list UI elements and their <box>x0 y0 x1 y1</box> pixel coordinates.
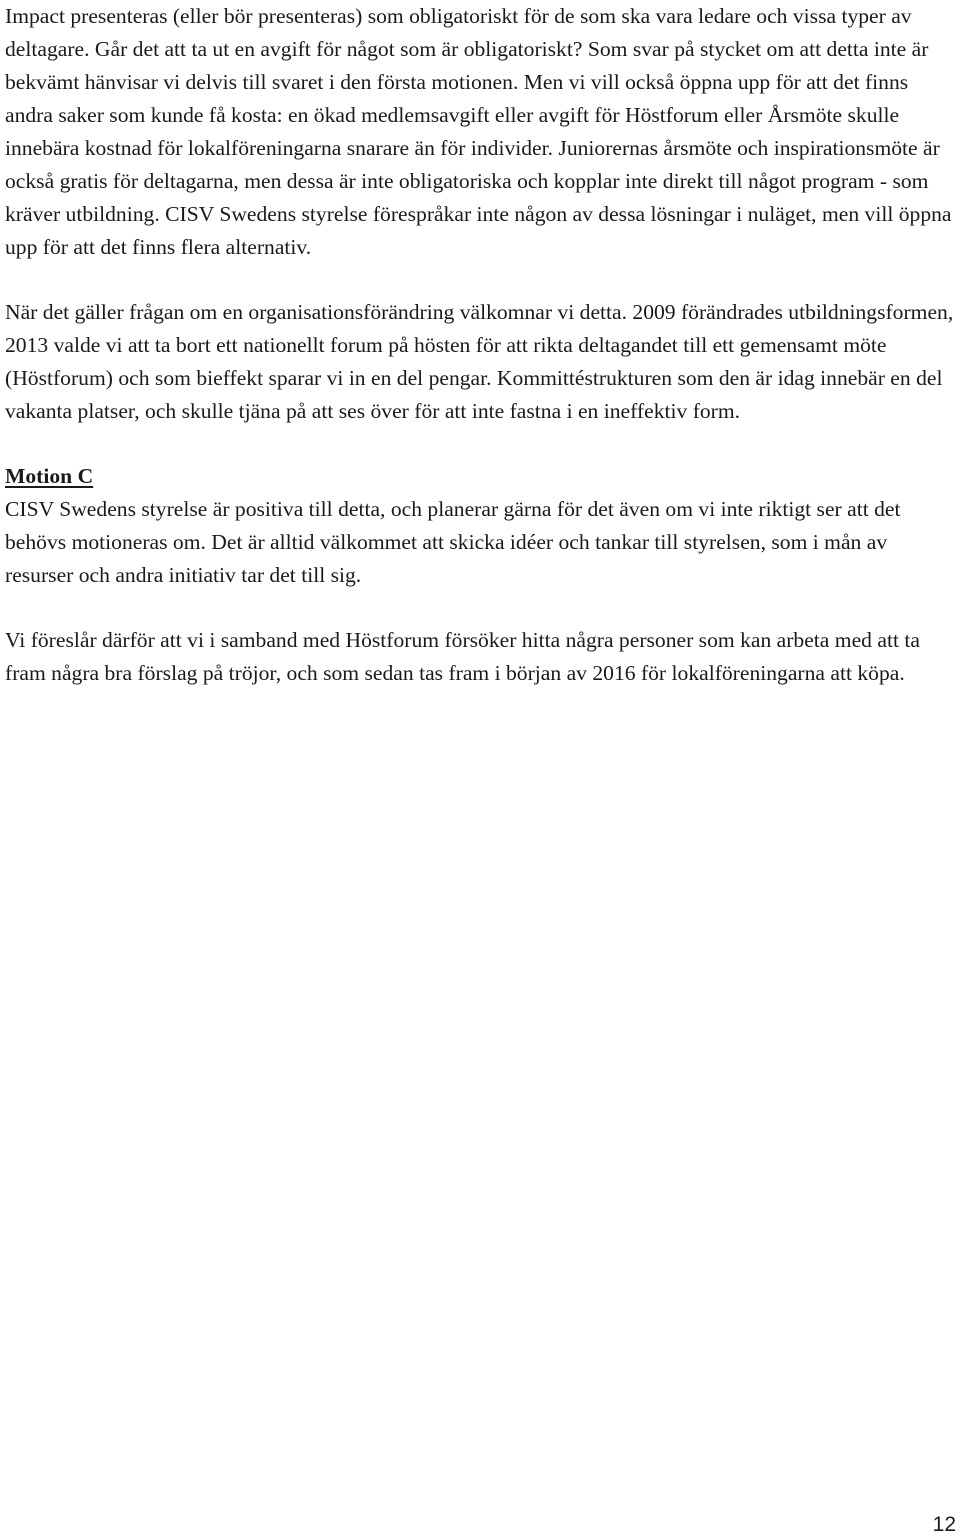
paragraph-organisation-change: När det gäller frågan om en organisationsförändring välkomnar vi detta. 2009 förändrades utbildningsformen, 2013 valde vi att ta bort ett nationellt forum på hösten för att rikta deltagandet till ett gemensamt möte (Höstforum) och som bieffekt sparar vi in en del pengar. Kommittéstrukturen som den är idag innebär en del vakanta platser, och skulle tjäna på att ses över för att inte fastna i en ineffektiv form. <box>5 300 954 423</box>
page-number: 12 <box>932 1513 956 1536</box>
paragraph-impact-fee: Impact presenteras (eller bör presenteras) som obligatoriskt för de som ska vara ledare och vissa typer av deltagare. Går det att ta ut en avgift för något som är obligatoriskt? Som svar på stycket om att detta inte är bekvämt hänvisar vi delvis till svaret i den första motionen. Men vi vill också öppna upp för att det finns andra saker som kunde få kosta: en ökad medlemsavgift eller avgift för Höstforum eller Årsmöte skulle innebära kostnad för lokalföreningarna snarare än för individer. Juniorernas årsmöte och inspirationsmöte är också gratis för deltagarna, men dessa är inte obligatoriska och kopplar inte direkt till något program - som kräver utbildning. CISV Swedens styrelse förespråkar inte någon av dessa lösningar i nuläget, men vill öppna upp för att det finns flera alternativ. <box>5 4 952 259</box>
document-page <box>5 0 955 690</box>
paragraph-motion-c-response: CISV Swedens styrelse är positiva till detta, och planerar gärna för det även om vi inte riktigt ser att det behövs motioneras om. Det är alltid välkommet att skicka idéer och tankar till styrelsen, som i mån av resurser och andra initiativ tar det till sig. <box>5 497 901 587</box>
paragraph-proposal-sweaters: Vi föreslår därför att vi i samband med Höstforum försöker hitta några personer som kan arbeta med att ta fram några bra förslag på tröjor, och som sedan tas fram i början av 2016 för lokalföreningarna att köpa. <box>5 628 920 685</box>
section-heading-motion-c: Motion C <box>5 464 94 488</box>
